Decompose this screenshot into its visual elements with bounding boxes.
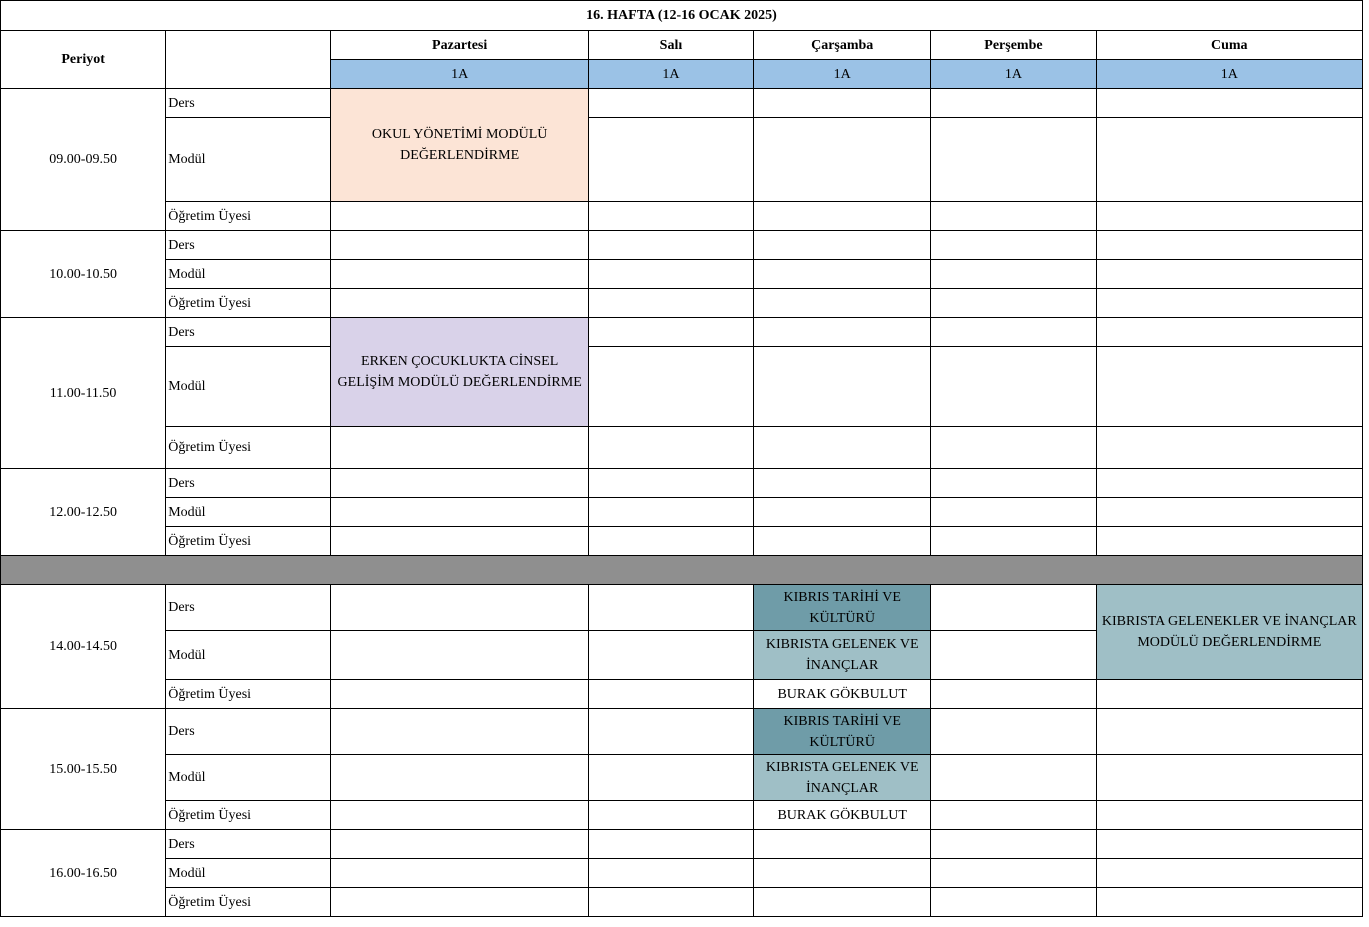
grid-cell[interactable] <box>931 527 1096 556</box>
row-label-modul[interactable]: Modül <box>166 118 331 202</box>
grid-cell[interactable] <box>931 680 1096 709</box>
event-gelenekler-degerlendirme[interactable]: KIBRISTA GELENEKLER VE İNANÇLAR MODÜLÜ DEĞERLENDİRME <box>1096 585 1362 680</box>
row-label-ders[interactable]: Ders <box>166 709 331 755</box>
day-header-carsamba[interactable]: Çarşamba <box>754 31 931 60</box>
grid-cell[interactable] <box>588 498 753 527</box>
grid-cell[interactable] <box>931 801 1096 830</box>
row-label-modul[interactable]: Modül <box>166 631 331 680</box>
grid-cell[interactable] <box>931 347 1096 427</box>
grid-cell[interactable] <box>331 888 588 917</box>
day-header-persembe[interactable]: Perşembe <box>931 31 1096 60</box>
grid-cell[interactable] <box>588 631 753 680</box>
grid-cell[interactable] <box>1096 801 1362 830</box>
row-label-ders[interactable]: Ders <box>166 318 331 347</box>
event-kibris-tarihi[interactable]: KIBRIS TARİHİ VE KÜLTÜRÜ <box>754 585 931 631</box>
period-cell[interactable]: 09.00-09.50 <box>1 89 166 231</box>
grid-cell[interactable] <box>754 89 931 118</box>
event-kibrista-gelenek[interactable]: KIBRISTA GELENEK VE İNANÇLAR <box>754 631 931 680</box>
grid-cell[interactable] <box>931 888 1096 917</box>
day-header-cuma[interactable]: Cuma <box>1096 31 1362 60</box>
period-cell[interactable]: 11.00-11.50 <box>1 318 166 469</box>
grid-cell[interactable] <box>931 427 1096 469</box>
event-okul-yonetimi[interactable]: OKUL YÖNETİMİ MODÜLÜ DEĞERLENDİRME <box>331 89 588 202</box>
grid-cell[interactable] <box>588 469 753 498</box>
grid-cell[interactable] <box>931 709 1096 755</box>
grid-cell[interactable] <box>931 830 1096 859</box>
row-label-modul[interactable]: Modül <box>166 498 331 527</box>
grid-cell[interactable] <box>931 289 1096 318</box>
grid-cell[interactable] <box>754 347 931 427</box>
grid-cell[interactable] <box>331 289 588 318</box>
row-label-modul[interactable]: Modül <box>166 260 331 289</box>
grid-cell[interactable] <box>754 830 931 859</box>
sheet-title[interactable]: 16. HAFTA (12-16 OCAK 2025) <box>1 1 1363 31</box>
row-label-ogretim[interactable]: Öğretim Üyesi <box>166 202 331 231</box>
period-cell[interactable]: 15.00-15.50 <box>1 709 166 830</box>
grid-cell[interactable] <box>931 498 1096 527</box>
row-label-modul[interactable]: Modül <box>166 755 331 801</box>
grid-cell[interactable] <box>1096 289 1362 318</box>
grid-cell[interactable] <box>331 527 588 556</box>
event-erken-cocukluk[interactable]: ERKEN ÇOCUKLUKTA CİNSEL GELİŞİM MODÜLÜ DEĞERLENDİRME <box>331 318 588 427</box>
grid-cell[interactable] <box>931 202 1096 231</box>
grid-cell[interactable] <box>1096 469 1362 498</box>
row-label-ogretim[interactable]: Öğretim Üyesi <box>166 888 331 917</box>
row-label-ogretim[interactable]: Öğretim Üyesi <box>166 680 331 709</box>
grid-cell[interactable] <box>331 585 588 631</box>
grid-cell[interactable] <box>588 859 753 888</box>
grid-cell[interactable] <box>1096 427 1362 469</box>
grid-cell[interactable] <box>331 631 588 680</box>
event-kibrista-gelenek[interactable]: KIBRISTA GELENEK VE İNANÇLAR <box>754 755 931 801</box>
grid-cell[interactable] <box>588 347 753 427</box>
grid-cell[interactable] <box>931 755 1096 801</box>
grid-cell[interactable] <box>1096 830 1362 859</box>
grid-cell[interactable] <box>588 289 753 318</box>
grid-cell[interactable] <box>754 231 931 260</box>
grid-cell[interactable] <box>331 202 588 231</box>
grid-cell[interactable] <box>931 231 1096 260</box>
grid-cell[interactable] <box>931 859 1096 888</box>
grid-cell[interactable] <box>588 680 753 709</box>
row-label-modul[interactable]: Modül <box>166 859 331 888</box>
grid-cell[interactable] <box>1096 231 1362 260</box>
grid-cell[interactable] <box>754 427 931 469</box>
grid-cell[interactable] <box>331 755 588 801</box>
row-label-ogretim[interactable]: Öğretim Üyesi <box>166 801 331 830</box>
grid-cell[interactable] <box>588 89 753 118</box>
grid-cell[interactable] <box>588 801 753 830</box>
grid-cell[interactable] <box>754 202 931 231</box>
grid-cell[interactable] <box>331 427 588 469</box>
grid-cell[interactable] <box>754 888 931 917</box>
grid-cell[interactable] <box>1096 527 1362 556</box>
row-label-modul[interactable]: Modül <box>166 347 331 427</box>
grid-cell[interactable] <box>588 755 753 801</box>
grid-cell[interactable] <box>331 231 588 260</box>
grid-cell[interactable] <box>331 801 588 830</box>
grid-cell[interactable] <box>331 709 588 755</box>
row-label-ders[interactable]: Ders <box>166 231 331 260</box>
day-header-pazartesi[interactable]: Pazartesi <box>331 31 588 60</box>
grid-cell[interactable] <box>331 830 588 859</box>
row-label-ders[interactable]: Ders <box>166 469 331 498</box>
row-label-ogretim[interactable]: Öğretim Üyesi <box>166 427 331 469</box>
grid-cell[interactable] <box>331 498 588 527</box>
grid-cell[interactable] <box>1096 202 1362 231</box>
grid-cell[interactable] <box>1096 888 1362 917</box>
day-header-sali[interactable]: Salı <box>588 31 753 60</box>
grid-cell[interactable] <box>588 260 753 289</box>
grid-cell[interactable] <box>1096 709 1362 755</box>
grid-cell[interactable] <box>931 318 1096 347</box>
row-label-ders[interactable]: Ders <box>166 585 331 631</box>
lunch-break-row[interactable] <box>1 556 1363 585</box>
row-label-ogretim[interactable]: Öğretim Üyesi <box>166 289 331 318</box>
period-cell[interactable]: 16.00-16.50 <box>1 830 166 917</box>
class-header-carsamba[interactable]: 1A <box>754 60 931 89</box>
grid-cell[interactable] <box>1096 755 1362 801</box>
grid-cell[interactable] <box>931 118 1096 202</box>
grid-cell[interactable] <box>588 527 753 556</box>
grid-cell[interactable] <box>754 260 931 289</box>
grid-cell[interactable] <box>1096 89 1362 118</box>
row-label-ders[interactable]: Ders <box>166 830 331 859</box>
grid-cell[interactable] <box>588 231 753 260</box>
grid-cell[interactable] <box>754 118 931 202</box>
grid-cell[interactable] <box>931 585 1096 631</box>
grid-cell[interactable] <box>1096 260 1362 289</box>
grid-cell[interactable] <box>754 859 931 888</box>
period-cell[interactable]: 10.00-10.50 <box>1 231 166 318</box>
grid-cell[interactable] <box>331 469 588 498</box>
period-header[interactable]: Periyot <box>1 31 166 89</box>
grid-cell[interactable] <box>754 527 931 556</box>
grid-cell[interactable] <box>754 318 931 347</box>
grid-cell[interactable] <box>588 318 753 347</box>
grid-cell[interactable] <box>1096 347 1362 427</box>
period-cell[interactable]: 14.00-14.50 <box>1 585 166 709</box>
blank-header-cell[interactable] <box>166 31 331 89</box>
grid-cell[interactable] <box>588 202 753 231</box>
row-label-ders[interactable]: Ders <box>166 89 331 118</box>
class-header-cuma[interactable]: 1A <box>1096 60 1362 89</box>
period-cell[interactable]: 12.00-12.50 <box>1 469 166 556</box>
grid-cell[interactable] <box>588 118 753 202</box>
grid-cell[interactable] <box>1096 318 1362 347</box>
grid-cell[interactable] <box>754 289 931 318</box>
row-label-ogretim[interactable]: Öğretim Üyesi <box>166 527 331 556</box>
teacher-name[interactable]: BURAK GÖKBULUT <box>754 801 931 830</box>
grid-cell[interactable] <box>931 631 1096 680</box>
grid-cell[interactable] <box>331 260 588 289</box>
grid-cell[interactable] <box>931 89 1096 118</box>
grid-cell[interactable] <box>1096 859 1362 888</box>
grid-cell[interactable] <box>588 427 753 469</box>
grid-cell[interactable] <box>1096 118 1362 202</box>
grid-cell[interactable] <box>588 709 753 755</box>
grid-cell[interactable] <box>754 469 931 498</box>
grid-cell[interactable] <box>931 469 1096 498</box>
grid-cell[interactable] <box>1096 680 1362 709</box>
class-header-pazartesi[interactable]: 1A <box>331 60 588 89</box>
grid-cell[interactable] <box>931 260 1096 289</box>
teacher-name[interactable]: BURAK GÖKBULUT <box>754 680 931 709</box>
class-header-sali[interactable]: 1A <box>588 60 753 89</box>
class-header-persembe[interactable]: 1A <box>931 60 1096 89</box>
grid-cell[interactable] <box>588 888 753 917</box>
grid-cell[interactable] <box>588 830 753 859</box>
grid-cell[interactable] <box>754 498 931 527</box>
grid-cell[interactable] <box>331 859 588 888</box>
grid-cell[interactable] <box>1096 498 1362 527</box>
grid-cell[interactable] <box>588 585 753 631</box>
grid-cell[interactable] <box>331 680 588 709</box>
event-kibris-tarihi[interactable]: KIBRIS TARİHİ VE KÜLTÜRÜ <box>754 709 931 755</box>
